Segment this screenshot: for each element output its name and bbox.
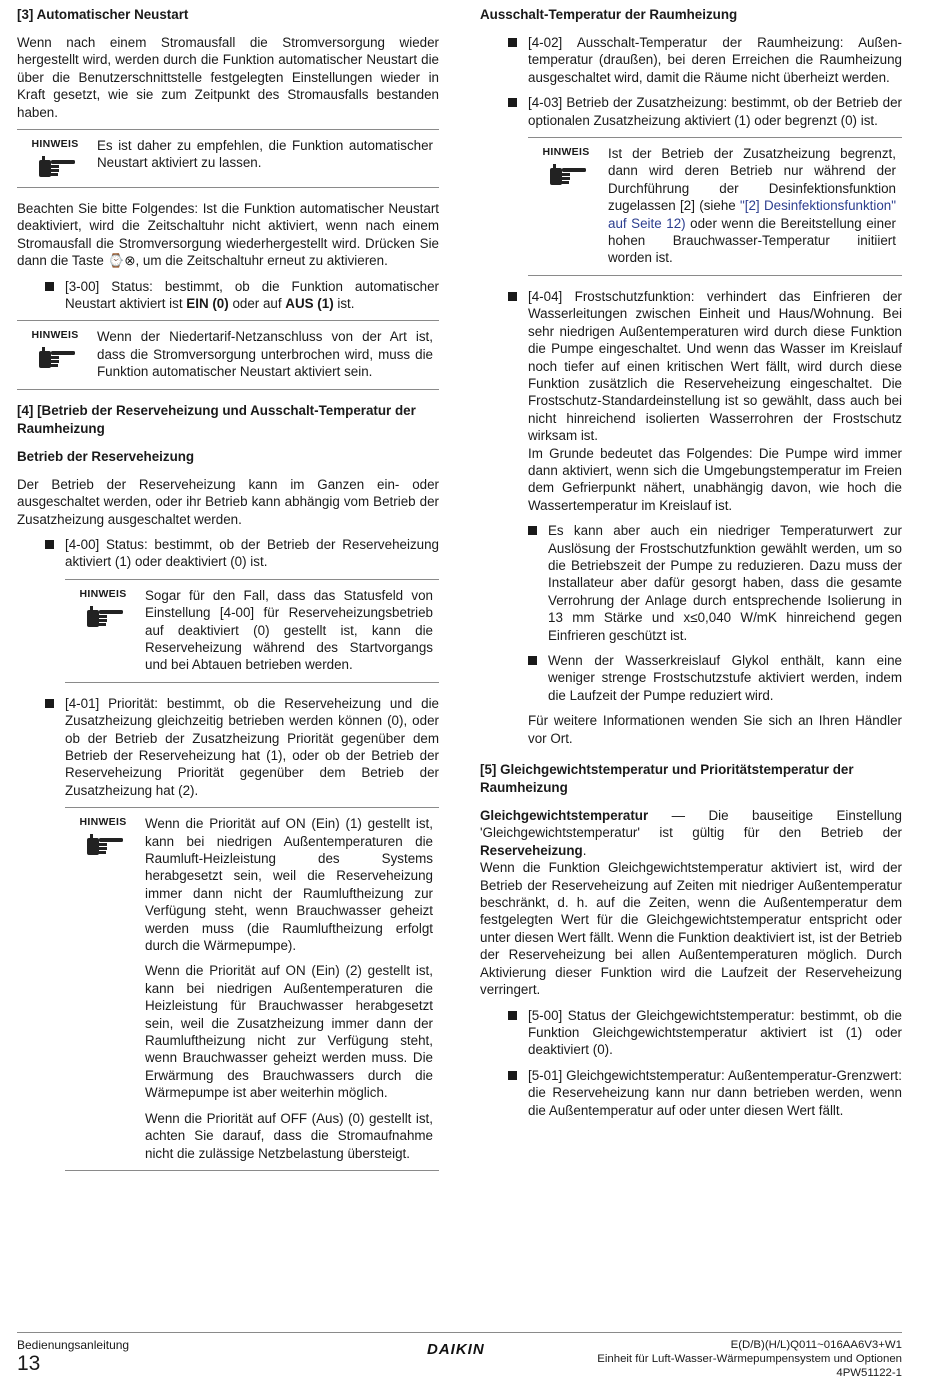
bullet-4-04-text-1: [4-04] Frostschutzfunktion: verhindert das Einfrieren der Wasserleitungen zwischen Einheit und Haus/Wohnung. Bei sehr niedrigen Außentemperaturen wird durch diese Funktion die Pumpe eingeschaltet. Und wenn das Wasser im Kreislauf noch tiefer auf einen kritischen Wert fällt, wird durch diese Funktion zusätzlich die Reserveheizung eingeschaltet. Die Frostschutz-Standardeinstellung ist so gewählt, dass auch bei nicht hinreichend isolierten Wasserrohren der Frostschutz wirksam ist.	[528, 288, 902, 444]
square-bullet	[45, 540, 54, 549]
bullet-5-01-text: [5-01] Gleichgewichtstemperatur: Außentemperatur-Grenzwert: die Reserveheizung kann nur dann betrieben werden, wenn die Außentemperatur auf oder unter diesen Wert fällt.	[528, 1067, 902, 1118]
value-aus: AUS (1)	[285, 296, 334, 312]
section-5-title: [5] Gleichgewichtstemperatur und Prioritätstemperatur der Raumheizung	[480, 762, 854, 796]
left-column	[17, 6, 439, 1183]
square-bullet	[45, 699, 54, 708]
note-tag	[528, 145, 608, 267]
term-gleichgewicht: Gleichgewichtstemperatur	[480, 808, 649, 824]
note-label: HINWEIS	[542, 146, 590, 159]
pointing-hand-icon	[37, 346, 77, 370]
note-2-text: Wenn der Niedertarif-Netzanschluss von der Art ist, dass die Stromversorgung unterbrochen wird, muss die Funktion automatischer Neustart aktiviert sein.	[97, 329, 433, 380]
note-5-post: oder wenn die Bereitstellung einer hohen Brauchwasser-Temperatur initiiert worden ist.	[608, 215, 896, 266]
note-5-text	[608, 145, 896, 267]
note-tag	[17, 137, 97, 179]
footer-model: E(D/B)(H/L)Q011~016AA6V3+W1	[730, 1339, 902, 1351]
square-bullet	[528, 526, 537, 535]
square-bullet	[508, 98, 517, 107]
note-4-text-2: Wenn die Priorität auf ON (Ein) (2) gestellt ist, kann bei niedrigen Außentemperaturen die Heizleistung für Brauchwasser herabgesetzt sein, weil die Zusatzheizung immer dann der Raumluftheizung nicht zur Verfügung steht, wenn Brauchwasser geheizt werden muss. Die Erwärmung des Brauchwassers durch die Wärmepumpe ist aber weiterhin möglich.	[145, 963, 433, 1101]
footer-doc-id: 4PW51122-1	[836, 1367, 902, 1379]
page-number: 13	[17, 1352, 41, 1375]
bullet-4-00-text: [4-00] Status: bestimmt, ob der Betrieb der Reserveheizung aktiviert (1) oder deaktiviert (0) ist.	[65, 536, 439, 570]
bullet-4-03-text: [4-03] Betrieb der Zusatzheizung: bestimmt, ob der Betrieb der optionalen Zusatzheizung aktiviert (1) oder begrenzt (0) ist.	[528, 95, 902, 128]
bullet-5-00-text: [5-00] Status der Gleichgewichtstemperatur: bestimmt, ob die Funktion Gleichgewichtstemperatur aktiviert ist (1) oder deaktiviert (0).	[528, 1007, 902, 1058]
note-tag	[65, 587, 145, 674]
footer-doc-type: Bedienungsanleitung	[17, 1338, 130, 1352]
note-1-text: Es ist daher zu empfehlen, die Funktion automatischer Neustart aktiviert zu lassen.	[97, 138, 433, 171]
note-tag	[17, 328, 97, 380]
page-footer	[17, 1332, 902, 1379]
section-3-paragraph-2: Beachten Sie bitte Folgendes: Ist die Funktion automatischer Neustart deaktiviert, wird die Zeitschaltuhr nicht aktiviert, wenn nach einem Stromausfall die Stromversorgung wiederhergestellt wird. Drücken Sie dann die Taste ⌚⊗, um die Zeitschaltuhr erneut zu aktivieren.	[17, 201, 439, 269]
pointing-hand-icon	[85, 605, 125, 629]
note-4-text-3: Wenn die Priorität auf OFF (Aus) (0) gestellt ist, achten Sie darauf, dass die Stromaufnahme nicht die zulässige Netzbelastung übersteigt.	[145, 1110, 433, 1161]
dealer-info-text: Für weitere Informationen wenden Sie sich an Ihren Händler vor Ort.	[528, 713, 902, 746]
section-4-paragraph: Der Betrieb der Reserveheizung kann im Ganzen ein- oder ausgeschaltet werden, oder ihr Betrieb kann abhängig vom Betrieb der Zusatzheizung ausgeschaltet werden.	[17, 476, 439, 527]
bullet-3-00-mid: oder auf	[228, 296, 286, 312]
square-bullet	[528, 656, 537, 665]
note-box-2	[17, 320, 439, 389]
square-bullet	[508, 292, 517, 301]
bullet-3-00	[45, 278, 439, 313]
section-4-title: [4] [Betrieb der Reserveheizung und Ausschalt-Temperatur der Raumheizung	[17, 402, 416, 436]
daikin-logo: DAIKIN	[427, 1341, 485, 1358]
footer-description: Einheit für Luft-Wasser-Wärmepumpensystem und Optionen	[597, 1353, 902, 1365]
note-4-text-1: Wenn die Priorität auf ON (Ein) (1) gestellt ist, kann bei niedrigen Außentemperaturen die Raumluft-Heizleistung des Systems herabgesetzt sein, weil die Reserveheizung immer dann nicht der Raumluftheizung zur Verfügung steht, wenn Brauchwasser geheizt werden muss (die Raumluftheizung erfolgt durch die Wärmepumpe).	[145, 816, 433, 954]
note-label: HINWEIS	[79, 587, 127, 600]
section-5-end: .	[582, 842, 587, 858]
right-section-title: Ausschalt-Temperatur der Raumheizung	[480, 7, 738, 22]
section-3-title: [3] Automatischer Neustart	[17, 7, 189, 22]
section-5-paragraph-1	[480, 807, 902, 859]
note-label: HINWEIS	[31, 329, 79, 342]
note-box-3	[65, 579, 439, 683]
note-box-4	[65, 807, 439, 1171]
bullet-4-00	[45, 536, 439, 571]
note-tag	[65, 815, 145, 1162]
section-5-paragraph-2: Wenn die Funktion Gleichgewichtstemperatur aktiviert ist, wird der Betrieb der Reserveheizung auf Zeiten mit niedriger Außentemperatur beschränkt, d. h. auf die Zeiten, wenn die Außentemperatur dem festgelegten Wert für die Gleichgewichtstemperatur entspricht oder unter diesen Wert fällt. Wenn die Funktion deaktiviert ist, ist der Betrieb der Reserveheizung bei allen Außentemperaturen möglich. Durch Aktivierung dieser Funktion wird die Laufzeit der Reserveheizung verringert.	[480, 860, 902, 998]
right-column	[480, 6, 902, 1127]
section-5-mid: — Die bauseitige Einstellung 'Gleichgewichtstemperatur' ist gültig für den Betrieb der	[480, 808, 902, 841]
square-bullet	[508, 1011, 517, 1020]
value-ein: EIN (0)	[186, 296, 229, 312]
note-box-5	[528, 137, 902, 276]
note-5-pre: Ist der Betrieb der Zusatzheizung begrenzt, dann wird deren Betrieb nur während der Durchführung der Desinfektionsfunktion zugelassen [2] (siehe	[608, 146, 896, 214]
bullet-3-00-end: ist.	[333, 296, 355, 312]
section-3-paragraph-1: Wenn nach einem Stromausfall die Stromversorgung wieder hergestellt wird, werden durch die Funktion automatischer Neustart die über die Benutzerschnittstelle festgelegten Einstellungen wieder in Kraft gesetzt, wie sie zum Zeitpunkt des Stromausfalls bestanden haben.	[17, 35, 439, 120]
square-bullet	[508, 38, 517, 47]
note-3-text: Sogar für den Fall, dass das Statusfeld von Einstellung [4-00] für Reserveheizungsbetrieb auf deaktiviert (0) gestellt ist, kann die Reserveheizung während des Startvorgangs und bei Abtauen betrieben werden.	[145, 587, 433, 673]
footer-right	[597, 1338, 902, 1380]
bullet-4-02	[508, 34, 902, 86]
section-4-subtitle: Betrieb der Reserveheizung	[17, 448, 195, 464]
pointing-hand-icon	[37, 155, 77, 179]
square-bullet	[508, 1071, 517, 1080]
note-label: HINWEIS	[31, 138, 79, 151]
bullet-5-00	[508, 1007, 902, 1059]
bullet-4-01-text: [4-01] Priorität: bestimmt, ob die Reserveheizung und die Zusatzheizung gleichzeitig betrieben werden können (0), oder ob der Betrieb der Zusatzheizung Priorität gegenüber dem Betrieb der Reserveheizung hat (1), oder ob der Betrieb der Reserveheizung Priorität gegenüber dem Betrieb der Zusatzheizung hat (2).	[65, 695, 439, 798]
note-label: HINWEIS	[79, 816, 127, 829]
term-reserveheizung: Reserveheizung	[480, 842, 583, 858]
bullet-4-02-text: [4-02] Ausschalt-Temperatur der Raumheizung: Außentemperatur (draußen), bei deren Erreichen die Raumheizung ausgeschaltet wird, damit die Räume nicht überheizt werden.	[528, 35, 902, 85]
note-box-1	[17, 129, 439, 188]
bullet-4-03	[508, 94, 902, 129]
bullet-5-01	[508, 1067, 902, 1119]
bullet-4-01	[45, 695, 439, 799]
bullet-3-00-text: [3-00] Status: bestimmt, ob die Funktion automatischer Neustart aktiviert ist	[65, 278, 439, 312]
bullet-4-04-text-2: Im Grunde bedeutet das Folgendes: Die Pumpe wird immer dann aktiviert, wenn sich die Umgebungstemperatur im Freien dem Gefrierpunkt nähert, unabhängig davon, wie hoch die Wassertemperatur im Kreislauf ist.	[528, 445, 902, 513]
pointing-hand-icon	[85, 833, 125, 857]
bullet-4-04	[508, 288, 902, 514]
desinfektion-link[interactable]: "[2] Desinfektionsfunktion" auf Seite 12)	[608, 198, 896, 231]
square-bullet	[45, 282, 54, 291]
pointing-hand-icon	[548, 163, 588, 187]
sub-bullet-2-text: Wenn der Wasserkreislauf Glykol enthält, kann eine weniger strenge Frostschutzstufe aktiviert werden, indem die Laufzeit der Pumpe reduziert wird.	[548, 653, 902, 703]
sub-bullet-2	[528, 652, 902, 704]
sub-bullet-1	[528, 522, 902, 644]
sub-bullet-1-text: Es kann aber auch ein niedriger Temperaturwert zur Auslösung der Frostschutzfunktion gewählt werden, um so die Betriebszeit der Pumpe zu reduzieren. Dazu muss der Installateur aber dafür gesorgt haben, dass die gesamte Verrohrung der Anlage durch entsprechende Isolierung in 13 mm Stärke und x≤0,040 W/mK hinreichend gegen Einfrieren geschützt ist.	[548, 523, 902, 643]
